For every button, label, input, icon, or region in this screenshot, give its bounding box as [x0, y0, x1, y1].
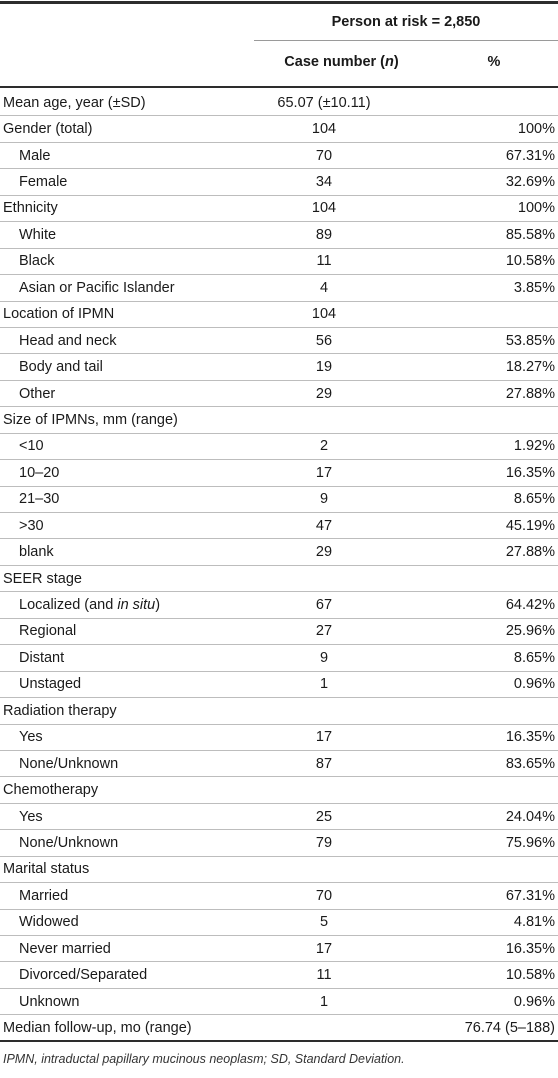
percent-cell: 85.58% [505, 226, 555, 243]
row-label-text: Median follow-up, mo (range) [3, 1020, 192, 1037]
table-row [0, 275, 558, 301]
row-label-text: Regional [19, 623, 77, 640]
percent-cell: 83.65% [505, 755, 555, 772]
table-row [0, 751, 558, 777]
percent-cell: 67.31% [505, 147, 555, 164]
percent-cell: 8.65% [513, 491, 555, 508]
case-number-cell: 47 [315, 517, 333, 534]
case-number-cell [254, 407, 394, 432]
percent-cell: 76.74 (5–188) [464, 1020, 555, 1037]
row-label [19, 487, 59, 512]
row-label-text: 10–20 [19, 464, 60, 481]
percent-cell: 27.88% [505, 385, 555, 402]
table-row [0, 434, 558, 460]
row-label [19, 989, 79, 1014]
row-label-text: White [19, 226, 57, 243]
case-number-cell: 104 [311, 121, 337, 138]
table-row [0, 857, 558, 883]
row-label [19, 275, 175, 300]
row-label [19, 883, 68, 908]
row-label-text: Asian or Pacific Islander [19, 279, 175, 296]
case-number-cell: 9 [319, 649, 329, 666]
row-label [19, 619, 76, 644]
row-label [19, 592, 160, 617]
row-label [19, 936, 111, 961]
table-row [0, 777, 558, 803]
row-label [19, 645, 64, 670]
percent-cell: 0.96% [513, 993, 555, 1010]
row-label-text: 21–30 [19, 491, 60, 508]
percent-cell: 16.35% [505, 940, 555, 957]
row-label [3, 116, 92, 141]
table-row [0, 566, 558, 592]
row-label-text: Other [19, 385, 56, 402]
percent-cell: 16.35% [505, 464, 555, 481]
row-label-text: None/Unknown [19, 834, 119, 851]
bottom-rule [0, 1040, 558, 1042]
table-row [0, 1015, 558, 1041]
row-label-text: blank [19, 544, 54, 561]
row-label [3, 407, 178, 432]
case-number-cell: 9 [319, 491, 329, 508]
percent-cell: 27.88% [505, 544, 555, 561]
row-label [19, 804, 43, 829]
row-label-text: Mean age, year (±SD) [3, 94, 146, 111]
row-label-text: Male [19, 147, 51, 164]
case-number-cell: 17 [315, 729, 333, 746]
case-number-header-prefix: Case number ( [284, 54, 386, 70]
case-number-cell: 70 [315, 887, 333, 904]
case-number-cell: 87 [315, 755, 333, 772]
table-row [0, 169, 558, 195]
percent-cell: 8.65% [513, 649, 555, 666]
row-label-text: Size of IPMNs, mm (range) [3, 411, 178, 428]
percent-header-text: % [487, 54, 501, 70]
percent-cell: 16.35% [505, 729, 555, 746]
table-row [0, 328, 558, 354]
row-label [19, 328, 117, 353]
row-label [3, 566, 82, 591]
row-label-text: Married [19, 887, 69, 904]
table-row [0, 302, 558, 328]
row-label-text: Body and tail [19, 359, 103, 376]
percent-cell: 75.96% [505, 834, 555, 851]
row-label-italic: in situ [117, 597, 156, 614]
percent-cell: 32.69% [505, 174, 555, 191]
percent-cell: 53.85% [505, 332, 555, 349]
row-label-text: Unknown [19, 993, 80, 1010]
row-label [19, 222, 56, 247]
table-row [0, 645, 558, 671]
top-rule [0, 1, 558, 4]
percent-cell: 4.81% [513, 914, 555, 931]
case-number-cell: 79 [315, 834, 333, 851]
row-label [19, 672, 81, 697]
case-number-cell: 104 [311, 200, 337, 217]
percent-cell: 10.58% [505, 253, 555, 270]
case-number-cell [254, 698, 394, 723]
header-divider [254, 40, 558, 41]
case-number-cell: 67 [315, 597, 333, 614]
row-label-text: Ethnicity [3, 200, 58, 217]
case-number-cell: 104 [311, 306, 337, 323]
case-number-cell: 56 [315, 332, 333, 349]
case-number-cell: 19 [315, 359, 333, 376]
row-label-text: <10 [19, 438, 44, 455]
percent-cell: 0.96% [513, 676, 555, 693]
table-row [0, 249, 558, 275]
percent-cell: 10.58% [505, 967, 555, 984]
case-number-cell: 17 [315, 464, 333, 481]
row-label-suffix: ) [155, 597, 161, 614]
row-label-text: Unstaged [19, 676, 82, 693]
case-number-cell: 1 [319, 993, 329, 1010]
case-number-cell: 25 [315, 808, 333, 825]
percent-cell: 25.96% [505, 623, 555, 640]
table-row [0, 381, 558, 407]
table-row [0, 830, 558, 856]
row-label-text: Gender (total) [3, 121, 93, 138]
case-number-cell [254, 1015, 394, 1040]
row-label-text: Black [19, 253, 55, 270]
case-number-cell: 65.07 (±10.11) [277, 94, 371, 111]
row-label [19, 539, 54, 564]
case-number-cell: 11 [316, 967, 332, 984]
population-header [254, 5, 558, 39]
table-row [0, 962, 558, 988]
header-rule [0, 86, 558, 88]
case-number-cell [254, 566, 394, 591]
row-label [19, 381, 55, 406]
case-number-cell [254, 777, 394, 802]
case-number-cell: 4 [319, 279, 329, 296]
table-row [0, 196, 558, 222]
table-row [0, 619, 558, 645]
table-row [0, 725, 558, 751]
row-label-text: Head and neck [19, 332, 117, 349]
table-row [0, 407, 558, 433]
row-label-text: Yes [19, 729, 43, 746]
case-number-cell: 29 [315, 544, 333, 561]
table-row [0, 222, 558, 248]
row-label [19, 910, 79, 935]
row-label-text: Female [19, 174, 68, 191]
case-number-cell: 5 [319, 914, 329, 931]
row-label [19, 830, 118, 855]
case-number-header-suffix: ) [393, 54, 399, 70]
percent-cell: 3.85% [513, 279, 555, 296]
table-row [0, 804, 558, 830]
table-row [0, 354, 558, 380]
table-footnote: IPMN, intraductal papillary mucinous neoplasm; SD, Standard Deviation. [3, 1052, 405, 1066]
table-row [0, 883, 558, 909]
percent-cell: 67.31% [505, 887, 555, 904]
row-label [3, 90, 146, 115]
table-row [0, 513, 558, 539]
table-row [0, 910, 558, 936]
case-number-cell: 89 [315, 226, 333, 243]
row-label [3, 857, 89, 882]
row-label [19, 962, 147, 987]
row-label [19, 249, 54, 274]
table-row [0, 672, 558, 698]
row-label-text: >30 [19, 517, 44, 534]
row-label [3, 1015, 192, 1040]
case-number-cell: 11 [316, 253, 332, 270]
case-number-cell: 17 [315, 940, 333, 957]
percent-cell: 100% [517, 200, 555, 217]
row-label-text: Location of IPMN [3, 306, 115, 323]
row-label [19, 513, 44, 538]
case-number-cell: 70 [315, 147, 333, 164]
case-number-cell: 34 [315, 174, 333, 191]
case-number-cell [254, 857, 394, 882]
table-row [0, 698, 558, 724]
row-label-text: Yes [19, 808, 43, 825]
table-row [0, 936, 558, 962]
table-row [0, 143, 558, 169]
table-row [0, 460, 558, 486]
row-label [19, 434, 44, 459]
case-number-header-italic: n [385, 54, 394, 70]
row-label-text: Marital status [3, 861, 90, 878]
percent-cell: 64.42% [505, 597, 555, 614]
percent-cell: 24.04% [505, 808, 555, 825]
percent-cell: 100% [517, 121, 555, 138]
row-label [19, 169, 67, 194]
case-number-cell: 1 [319, 676, 329, 693]
case-number-cell: 2 [319, 438, 329, 455]
row-label-text: Localized (and [19, 597, 118, 614]
population-header-text: Person at risk = 2,850 [331, 14, 481, 30]
percent-header [430, 42, 558, 82]
row-label-text: Radiation therapy [3, 702, 117, 719]
row-label [19, 725, 43, 750]
row-label [3, 777, 98, 802]
row-label-text: SEER stage [3, 570, 82, 587]
table-row [0, 116, 558, 142]
row-label [19, 751, 118, 776]
table-row [0, 592, 558, 618]
row-label-text: None/Unknown [19, 755, 119, 772]
case-number-cell: 29 [315, 385, 333, 402]
table-body [0, 90, 558, 1042]
row-label [3, 196, 58, 221]
table-row [0, 539, 558, 565]
percent-cell: 18.27% [505, 359, 555, 376]
case-number-cell: 27 [315, 623, 333, 640]
percent-cell: 45.19% [505, 517, 555, 534]
case-number-header [254, 42, 429, 82]
row-label [19, 143, 50, 168]
row-label-text: Never married [19, 940, 111, 957]
percent-cell: 1.92% [513, 438, 555, 455]
table-row [0, 989, 558, 1015]
row-label [19, 354, 103, 379]
row-label-text: Chemotherapy [3, 782, 99, 799]
row-label-text: Widowed [19, 914, 79, 931]
row-label [3, 302, 114, 327]
row-label-text: Divorced/Separated [19, 967, 148, 984]
row-label-text: Distant [19, 649, 65, 666]
table-row [0, 90, 558, 116]
table-row [0, 487, 558, 513]
row-label [19, 460, 59, 485]
row-label [3, 698, 117, 723]
